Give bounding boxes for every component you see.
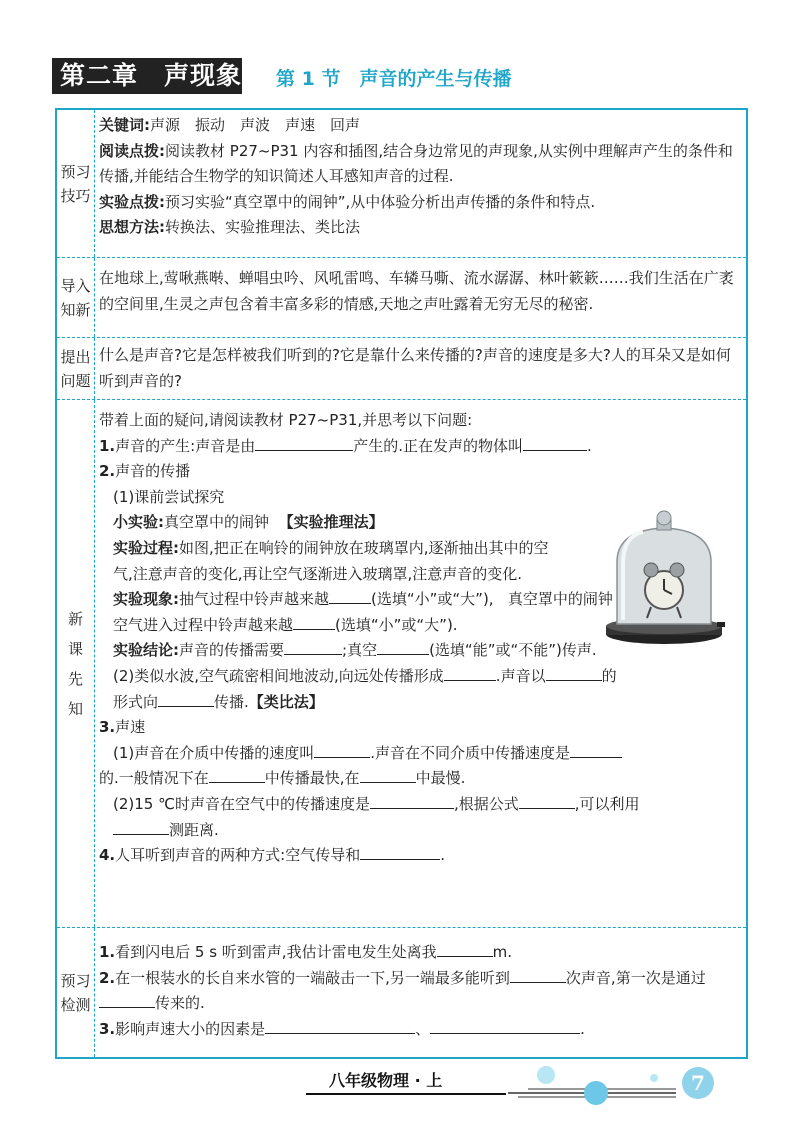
item-text: 声音的产生:声音是由 <box>115 436 256 455</box>
row-label <box>57 928 95 1057</box>
lesson-sheet <box>55 108 748 1059</box>
check-question-2 <box>99 966 740 1017</box>
item-1 <box>99 434 740 460</box>
phenomenon-text: 抽气过程中铃声越来越 <box>179 590 330 609</box>
conclusion-text: 声音的传播需要 <box>179 641 285 660</box>
item-3-sub-1-cont <box>99 766 740 792</box>
row-content <box>99 113 740 241</box>
answer-blank[interactable] <box>314 742 370 758</box>
item-text: 的 <box>601 666 617 685</box>
row-introduction <box>57 258 746 338</box>
answer-blank[interactable] <box>158 691 214 707</box>
section-title: 第 1 节 声音的产生与传播 <box>276 68 512 90</box>
answer-blank[interactable] <box>265 1018 415 1034</box>
item-text: 形式向 <box>113 692 159 711</box>
footer-decoration <box>508 1062 688 1106</box>
row-label <box>57 400 95 927</box>
item-text: 影响声速大小的因素是 <box>115 1019 266 1038</box>
small-experiment-label: 小实验: <box>113 513 164 532</box>
item-number: 4. <box>99 846 116 865</box>
answer-blank[interactable] <box>255 435 353 451</box>
item-text: 看到闪电后 5 s 听到雷声,我估计雷电发生处离我 <box>115 943 437 961</box>
method-tag: 【实验推理法】 <box>278 513 384 532</box>
item-text: . <box>440 846 445 865</box>
answer-blank[interactable] <box>113 819 169 835</box>
phenomenon-text: (选填“小”或“大”), <box>371 590 494 609</box>
footer-divider <box>306 1093 506 1095</box>
item-text: . <box>580 1019 585 1038</box>
conclusion-text: ;真空 <box>342 641 378 660</box>
item-text: 的.一般情况下在 <box>99 769 209 788</box>
keywords-line <box>99 113 740 139</box>
answer-blank[interactable] <box>99 992 155 1008</box>
label-text: 新课先知 <box>67 609 83 718</box>
experiment-line <box>99 190 740 216</box>
answer-blank[interactable] <box>377 639 429 655</box>
answer-blank[interactable] <box>437 941 493 957</box>
item-text: .声音在不同介质中传播速度是 <box>370 743 571 762</box>
answer-blank[interactable] <box>209 767 265 783</box>
process-label: 实验过程: <box>113 538 179 557</box>
keywords-label: 关键词: <box>99 116 150 134</box>
reading-text: 阅读教材 P27~P31 内容和插图,结合身边常见的声现象,从实例中理解声产生的条件和传播,并能结合生物学的知识简述人耳感知声音的过程. <box>99 141 733 186</box>
process-line <box>99 536 568 587</box>
item-text: m. <box>492 943 512 961</box>
method-label: 思想方法: <box>99 218 165 237</box>
keywords-text: 声源 振动 声波 声速 回声 <box>150 116 361 134</box>
item-number: 2. <box>99 968 116 987</box>
answer-blank[interactable] <box>523 435 587 451</box>
label-text: 提出问题 <box>60 347 91 390</box>
item-3 <box>99 715 740 741</box>
check-question-1 <box>99 940 740 966</box>
check-question-3 <box>99 1017 740 1043</box>
method-text: 转换法、实验推理法、类比法 <box>165 218 361 237</box>
phenomenon-label: 实验现象: <box>113 590 179 609</box>
row-questions <box>57 338 746 400</box>
method-tag: 【类比法】 <box>248 692 324 711</box>
item-text: 人耳听到声音的两种方式:空气传导和 <box>115 846 361 865</box>
small-experiment-text: 真空罩中的闹钟 <box>164 513 270 532</box>
phenomenon-text: 空气进入过程中铃声越来越 <box>113 615 294 634</box>
figure-caption: 真空罩中的闹钟 <box>507 590 613 609</box>
method-line <box>99 215 740 241</box>
experiment-text: 预习实验“真空罩中的闹钟”,从中体验分析出声传播的条件和特点. <box>165 192 596 211</box>
item-2 <box>99 459 740 485</box>
item-number: 1. <box>99 436 116 455</box>
item-text: 传播. <box>214 692 249 711</box>
reading-line <box>99 139 740 190</box>
item-text: 传来的. <box>155 994 205 1013</box>
answer-blank[interactable] <box>370 793 454 809</box>
item-text: 中传播最快,在 <box>264 769 360 788</box>
item-3-sub-1 <box>99 741 740 767</box>
intro-text: 在地球上,莺啾燕啭、蝉唱虫吟、风吼雷鸣、车辚马嘶、流水潺潺、林叶簌簌……我们生活在广袤的空间里,生灵之声包含着丰富多彩的情感,天地之声吐露着无穷无尽的秘密. <box>99 269 734 313</box>
item-text: (2)15 ℃时声音在空气中的传播速度是 <box>113 794 370 813</box>
row-content <box>99 266 740 317</box>
item-title: 声音的传播 <box>115 462 191 481</box>
item-text: ,可以利用 <box>574 794 640 813</box>
item-number: 2. <box>99 462 116 481</box>
chapter-title: 第二章 声现象 <box>52 58 242 94</box>
row-label <box>57 258 95 337</box>
answer-blank[interactable] <box>430 1018 580 1034</box>
item-text: 在一根装水的长自来水管的一端敲击一下,另一端最多能听到 <box>115 968 510 987</box>
item-title: 声速 <box>115 718 146 737</box>
row-check <box>57 928 746 1057</box>
phenomenon-text: (选填“小”或“大”). <box>335 615 458 634</box>
item-2-sub-2-cont <box>99 690 740 716</box>
row-label <box>57 338 95 399</box>
questions-text: 什么是声音?它是怎样被我们听到的?它是靠什么来传播的?声音的速度是多大?人的耳朵又是如何听到声音的? <box>99 346 731 390</box>
answer-blank[interactable] <box>510 967 566 983</box>
item-text: 产生的.正在发声的物体叫 <box>353 436 523 455</box>
item-2-sub-1: (1)课前尝试探究 <box>113 487 225 506</box>
item-2-sub-2 <box>99 664 740 690</box>
item-4 <box>99 843 740 869</box>
answer-blank[interactable] <box>293 614 335 630</box>
process-text: 如图,把正在响铃的闹钟放在玻璃罩内,逐渐抽出其中的空气,注意声音的变化,再让空气逐渐进入玻璃罩,注意声音的变化. <box>113 538 549 583</box>
row-preview-tips <box>57 110 746 258</box>
row-content <box>99 343 740 394</box>
item-3-sub-2 <box>99 792 740 818</box>
new-lesson-intro: 带着上面的疑问,请阅读教材 P27~P31,并思考以下问题: <box>99 411 473 429</box>
answer-blank[interactable] <box>329 588 371 604</box>
page-number-badge: 7 <box>682 1067 714 1099</box>
answer-blank[interactable] <box>519 793 575 809</box>
footer-book-title: 八年级物理 · 上 <box>329 1071 443 1090</box>
conclusion-label: 实验结论: <box>113 641 179 660</box>
item-text: (2)类似水波,空气疏密相间地波动,向远处传播形成 <box>113 666 444 685</box>
answer-blank[interactable] <box>360 844 440 860</box>
label-text: 预习技巧 <box>60 162 91 205</box>
answer-blank[interactable] <box>360 767 416 783</box>
answer-blank[interactable] <box>546 665 602 681</box>
item-text: 次声音,第一次是通过 <box>565 968 706 987</box>
answer-blank[interactable] <box>284 639 342 655</box>
item-text: ,根据公式 <box>453 794 519 813</box>
item-text: (1)声音在介质中传播的速度叫 <box>113 743 315 762</box>
item-number: 1. <box>99 943 116 961</box>
row-label <box>57 110 95 257</box>
item-number: 3. <box>99 1019 116 1038</box>
reading-label: 阅读点拨: <box>99 141 165 160</box>
experiment-label: 实验点拨: <box>99 192 165 211</box>
row-content <box>99 940 740 1042</box>
answer-blank[interactable] <box>444 665 496 681</box>
label-text: 导入知新 <box>60 276 91 319</box>
item-text: 、 <box>415 1019 431 1038</box>
answer-blank[interactable] <box>570 742 622 758</box>
row-new-lesson <box>57 400 746 928</box>
item-3-sub-2-cont <box>99 818 740 844</box>
item-text: 中最慢. <box>415 769 466 788</box>
item-text: 测距离. <box>169 820 219 839</box>
item-text: . <box>586 436 592 455</box>
label-text: 预习检测 <box>60 971 91 1014</box>
item-text: .声音以 <box>495 666 546 685</box>
vacuum-bell-jar-figure <box>603 510 725 650</box>
item-number: 3. <box>99 718 116 737</box>
conclusion-text: (选填“能”或“不能”)传声. <box>429 641 597 660</box>
